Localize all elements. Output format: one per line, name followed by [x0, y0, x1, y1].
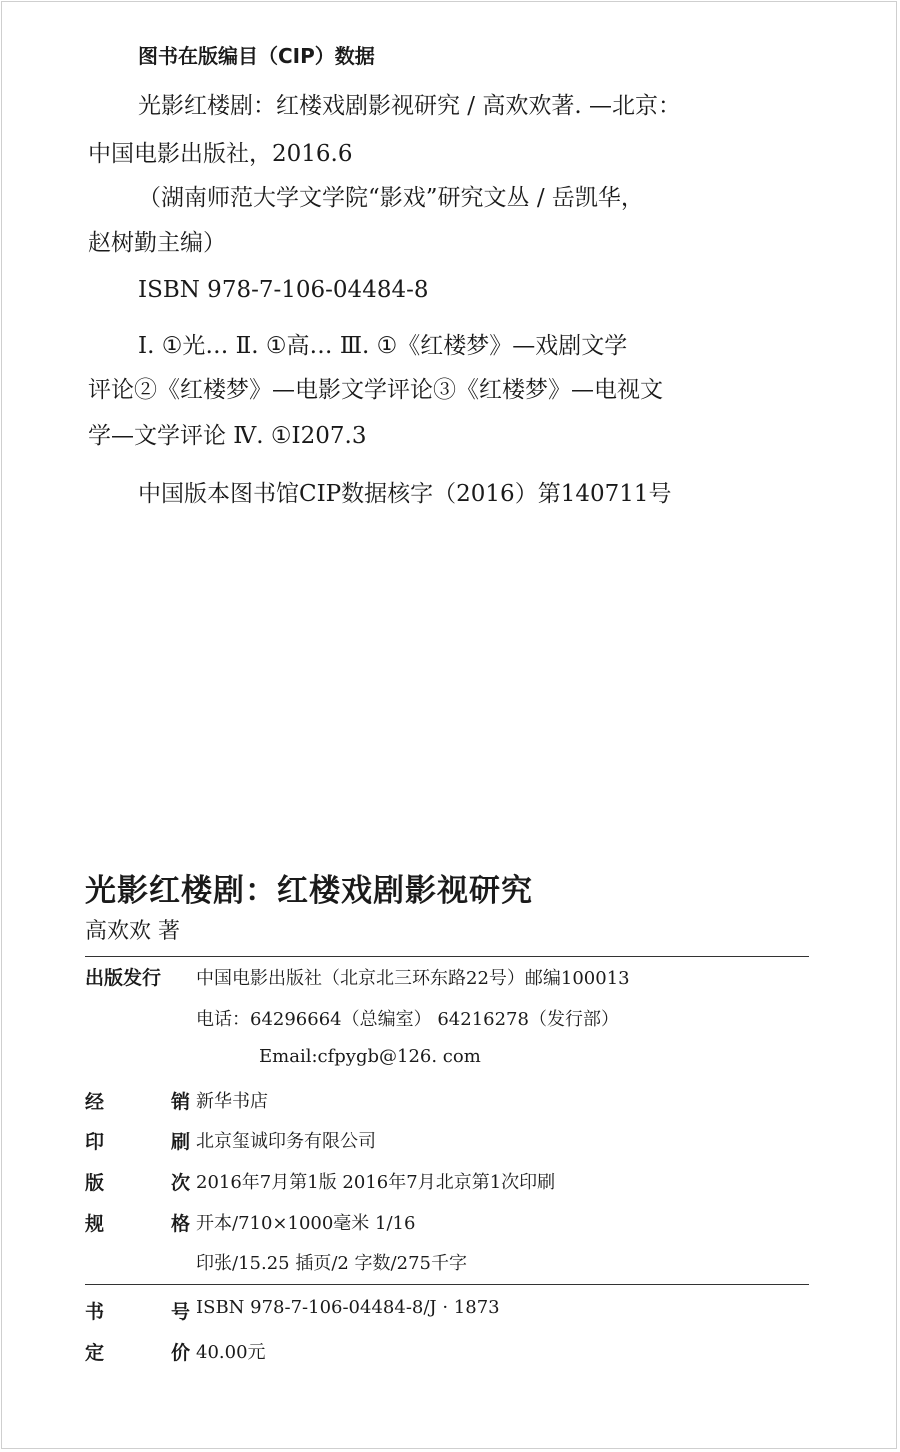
cip-heading: 图书在版编目（CIP）数据: [138, 44, 375, 68]
spec-value: 开本/710×1000毫米 1/16: [196, 1213, 416, 1234]
distributor-label: 经 销: [85, 1091, 191, 1113]
phone-line: 电话：64296664（总编室） 64216278（发行部）: [196, 1009, 619, 1030]
book-number-value: ISBN 978-7-106-04484-8/J · 1873: [196, 1297, 500, 1318]
divider-bottom: [85, 1284, 809, 1285]
cip-line-1: 光影红楼剧：红楼戏剧影视研究 / 高欢欢著. —北京：: [138, 93, 681, 119]
edition-value: 2016年7月第1版 2016年7月北京第1次印刷: [196, 1172, 556, 1193]
cip-line-4: 赵树勤主编）: [88, 230, 226, 256]
cip-classification-2: 评论②《红楼梦》—电影文学评论③《红楼梦》—电视文: [88, 377, 663, 403]
spec-label: 规 格: [85, 1213, 191, 1235]
publisher-label: 出版发行: [85, 967, 162, 989]
price-label: 定 价: [85, 1342, 191, 1364]
cip-isbn: ISBN 978-7-106-04484-8: [138, 277, 429, 303]
cip-line-2: 中国电影出版社，2016.6: [88, 141, 353, 167]
divider-top: [85, 956, 809, 957]
spec-value-2: 印张/15.25 插页/2 字数/275千字: [196, 1253, 467, 1274]
distributor-value: 新华书店: [196, 1091, 268, 1112]
cip-classification-1: Ⅰ. ①光… Ⅱ. ①高… Ⅲ. ①《红楼梦》—戏剧文学: [138, 333, 628, 359]
book-title: 光影红楼剧：红楼戏剧影视研究: [85, 873, 533, 909]
email-line: Email:cfpygb@126. com: [259, 1046, 481, 1067]
price-value: 40.00元: [196, 1342, 266, 1363]
edition-label: 版 次: [85, 1172, 191, 1194]
book-author: 高欢欢 著: [85, 919, 180, 944]
cip-classification-3: 学—文学评论 Ⅳ. ①I207.3: [88, 423, 367, 449]
printer-label: 印 刷: [85, 1131, 191, 1153]
book-number-label: 书 号: [85, 1301, 191, 1323]
publisher-value: 中国电影出版社（北京北三环东路22号）邮编100013: [196, 968, 630, 989]
cip-line-3: （湖南师范大学文学院“影戏”研究文丛 / 岳凯华，: [138, 185, 644, 211]
cip-record-number: 中国版本图书馆CIP数据核字（2016）第140711号: [138, 481, 672, 507]
printer-value: 北京玺诚印务有限公司: [196, 1131, 376, 1152]
